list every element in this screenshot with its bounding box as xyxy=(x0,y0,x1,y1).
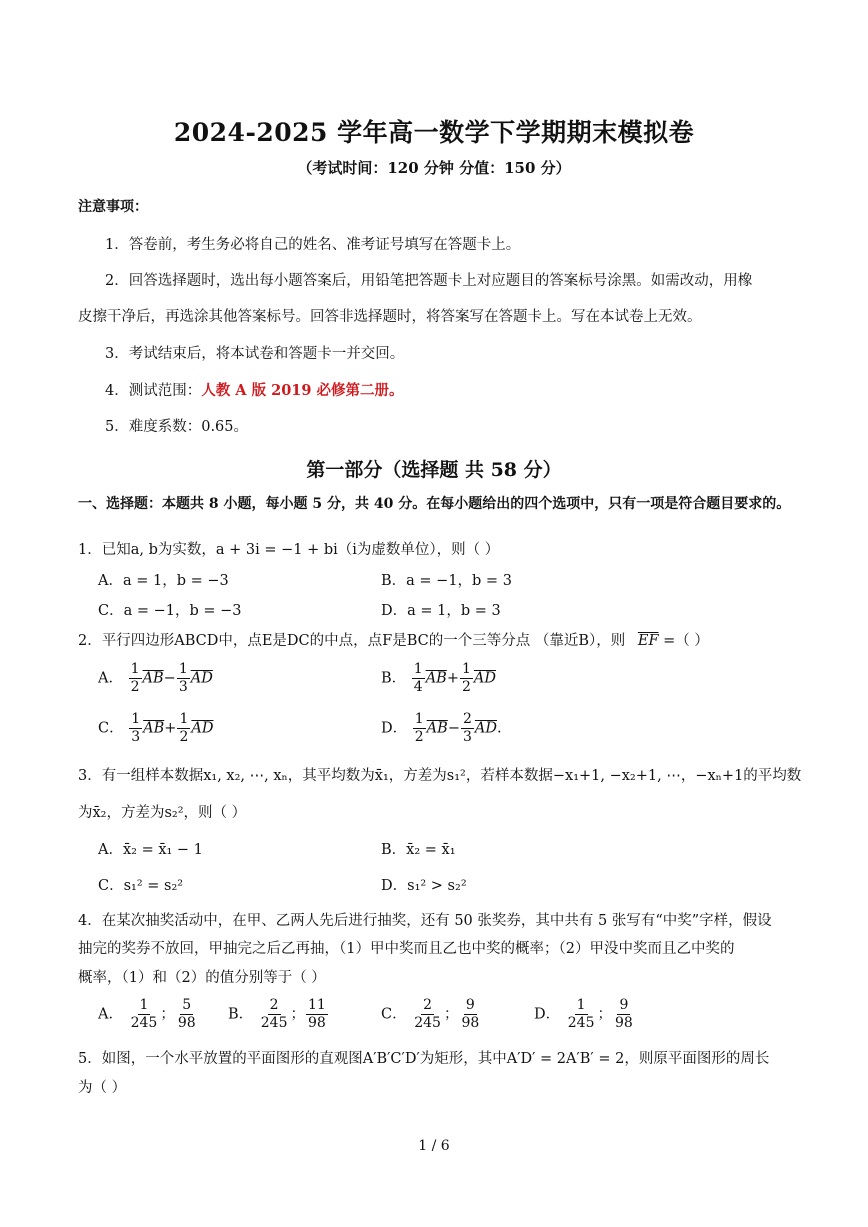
vector-ad: $\overline{AD}$ xyxy=(473,670,497,687)
vector-ab: $\overline{AB}$ xyxy=(143,720,165,737)
question-2-option-d: D． $\frac{1}{2}$ $\overline{AB}-$ $\frac{2}{3}$ $\overline{AD}$. xyxy=(381,711,502,745)
coefficient-fraction: $\frac{1}{2}$ xyxy=(461,661,471,695)
question-1-option-b: B．a = −1，b = 3 xyxy=(381,573,512,589)
vector-ad: $\overline{AD}$ xyxy=(191,720,214,737)
question-2-option-c: C． $\frac{1}{3}$ $\overline{AB}+$ $\frac{1}{2}$ $\overline{AD}$ xyxy=(98,711,214,745)
option-label: C． xyxy=(98,720,124,737)
vector-ab: $\overline{AB}$ xyxy=(142,670,164,687)
notice-item-2-line-2: 皮擦干净后，再选涂其他答案标号。回答非选择题时，将答案写在答题卡上。写在本试卷上无效。 xyxy=(78,309,702,325)
coefficient-fraction: $\frac{1}{3}$ xyxy=(178,661,188,695)
question-4-option-d: D． $\frac{1}{245}$ ； $\frac{9}{98}$ xyxy=(534,997,633,1031)
vector-ad: $\overline{AD}$ xyxy=(474,720,497,737)
notice-item-2-line-1: 2．回答选择题时，选出每小题答案后，用铅笔把答题卡上对应题目的答案标号涂黑。如需改动，用橡 xyxy=(105,273,753,289)
question-4-option-a: A． $\frac{1}{245}$ ； $\frac{5}{98}$ xyxy=(98,997,196,1031)
notice-item-4-prefix: 4．测试范围： xyxy=(105,383,202,399)
question-4-option-c: C． $\frac{2}{245}$ ； $\frac{9}{98}$ xyxy=(381,997,480,1031)
question-1-option-c: C．a = −1，b = −3 xyxy=(98,603,242,619)
probability-fraction: $\frac{1}{245}$ xyxy=(130,997,158,1031)
vector-ad: $\overline{AD}$ xyxy=(190,670,213,687)
question-2-vector-ef: $\overline{EF}$ xyxy=(637,633,659,649)
probability-fraction: $\frac{5}{98}$ xyxy=(177,997,196,1031)
question-2-stem-text: 2．平行四边形ABCD中，点E是DC的中点，点F是BC的一个三等分点 （靠近B），则 xyxy=(78,633,626,649)
page-number: 1 / 6 xyxy=(418,1138,450,1154)
vector-ab: $\overline{AB}$ xyxy=(425,670,447,687)
option-label: D． xyxy=(381,720,408,737)
coefficient-fraction: $\frac{1}{2}$ xyxy=(414,711,424,745)
exam-title: 2024-2025 学年高一数学下学期期末模拟卷 xyxy=(173,118,695,147)
question-2-stem xyxy=(78,629,709,650)
question-5-line-2: 为（ ） xyxy=(78,1080,127,1096)
probability-fraction: $\frac{1}{245}$ xyxy=(567,997,595,1031)
question-1-option-d: D．a = 1，b = 3 xyxy=(381,603,501,619)
coefficient-fraction: $\frac{2}{3}$ xyxy=(462,711,472,745)
question-3-line-2: 为x̄₂，方差为s₂²，则（ ） xyxy=(78,805,247,821)
question-4-line-3: 概率，（1）和（2）的值分别等于（ ） xyxy=(78,970,326,986)
question-2-option-b: B． $\frac{1}{4}$ $\overline{AB}+$ $\frac{1}{2}$ $\overline{AD}$ xyxy=(381,661,497,695)
probability-fraction: $\frac{9}{98}$ xyxy=(614,997,633,1031)
question-3-option-c: C．s₁² = s₂² xyxy=(98,878,184,894)
option-label: A． xyxy=(98,670,123,687)
question-3-option-b: B．x̄₂ = x̄₁ xyxy=(381,842,456,858)
option-label: B． xyxy=(228,1006,254,1023)
question-5-line-1: 5．如图，一个水平放置的平面图形的直观图A′B′C′D′为矩形，其中A′D′ = 2A′B′ = 2，则原平面图形的周长 xyxy=(78,1051,770,1067)
probability-fraction: $\frac{2}{245}$ xyxy=(260,997,288,1031)
exam-subtitle: （考试时间：120 分钟 分值：150 分） xyxy=(297,159,571,177)
probability-fraction: $\frac{9}{98}$ xyxy=(461,997,480,1031)
notice-item-1: 1．答卷前，考生务必将自己的姓名、准考证号填写在答题卡上。 xyxy=(105,237,521,253)
option-label: D． xyxy=(534,1006,561,1023)
option-label: B． xyxy=(381,670,407,687)
probability-fraction: $\frac{2}{245}$ xyxy=(414,997,441,1031)
part-one-title: 第一部分（选择题 共 58 分） xyxy=(306,459,562,481)
option-label: A． xyxy=(98,1006,123,1023)
coefficient-fraction: $\frac{1}{2}$ xyxy=(130,661,140,695)
question-4-line-1: 4．在某次抽奖活动中，在甲、乙两人先后进行抽奖，还有 50 张奖券，其中共有 5 张写有“中奖”字样，假设 xyxy=(78,913,772,929)
question-3-option-a: A．x̄₂ = x̄₁ − 1 xyxy=(98,842,203,858)
question-2-stem-end: =（ ） xyxy=(663,633,709,649)
question-2-option-a: A． $\frac{1}{2}$ $\overline{AB}-$ $\frac{1}{3}$ $\overline{AD}$ xyxy=(98,661,213,695)
question-3-line-1: 3．有一组样本数据x₁, x₂, ⋯, xₙ，其平均数为x̄₁，方差为s₁²，若样本数据−x₁+1, −x₂+1, ⋯，−xₙ+1的平均数 xyxy=(78,768,802,784)
notice-item-3: 3．考试结束后，将本试卷和答题卡一并交回。 xyxy=(105,346,405,362)
question-1-option-a: A．a = 1，b = −3 xyxy=(98,573,229,589)
vector-ab: $\overline{AB}$ xyxy=(426,720,448,737)
notice-item-4-scope: 人教 A 版 2019 必修第二册。 xyxy=(201,382,404,399)
coefficient-fraction: $\frac{1}{3}$ xyxy=(131,711,141,745)
coefficient-fraction: $\frac{1}{4}$ xyxy=(413,661,423,695)
question-4-line-2: 抽完的奖券不放回，甲抽完之后乙再抽，（1）甲中奖而且乙也中奖的概率；（2）甲没中奖而且乙中奖的 xyxy=(78,941,735,957)
option-label: C． xyxy=(381,1006,407,1023)
question-3-option-d: D．s₁² > s₂² xyxy=(381,878,467,894)
section-one-instructions: 一、选择题：本题共 8 小题，每小题 5 分，共 40 分。在每小题给出的四个选项中，只有一项是符合题目要求的。 xyxy=(78,496,791,512)
notice-item-4 xyxy=(105,379,404,400)
question-1-stem: 1．已知a, b为实数，a + 3i = −1 + bi（i为虚数单位），则（ ） xyxy=(78,542,500,558)
probability-fraction: $\frac{11}{98}$ xyxy=(308,997,326,1031)
notice-item-5: 5．难度系数：0.65。 xyxy=(105,419,249,435)
notice-heading: 注意事项： xyxy=(78,199,148,215)
coefficient-fraction: $\frac{1}{2}$ xyxy=(179,711,189,745)
question-4-option-b: B． $\frac{2}{245}$ ； $\frac{11}{98}$ xyxy=(228,997,326,1031)
